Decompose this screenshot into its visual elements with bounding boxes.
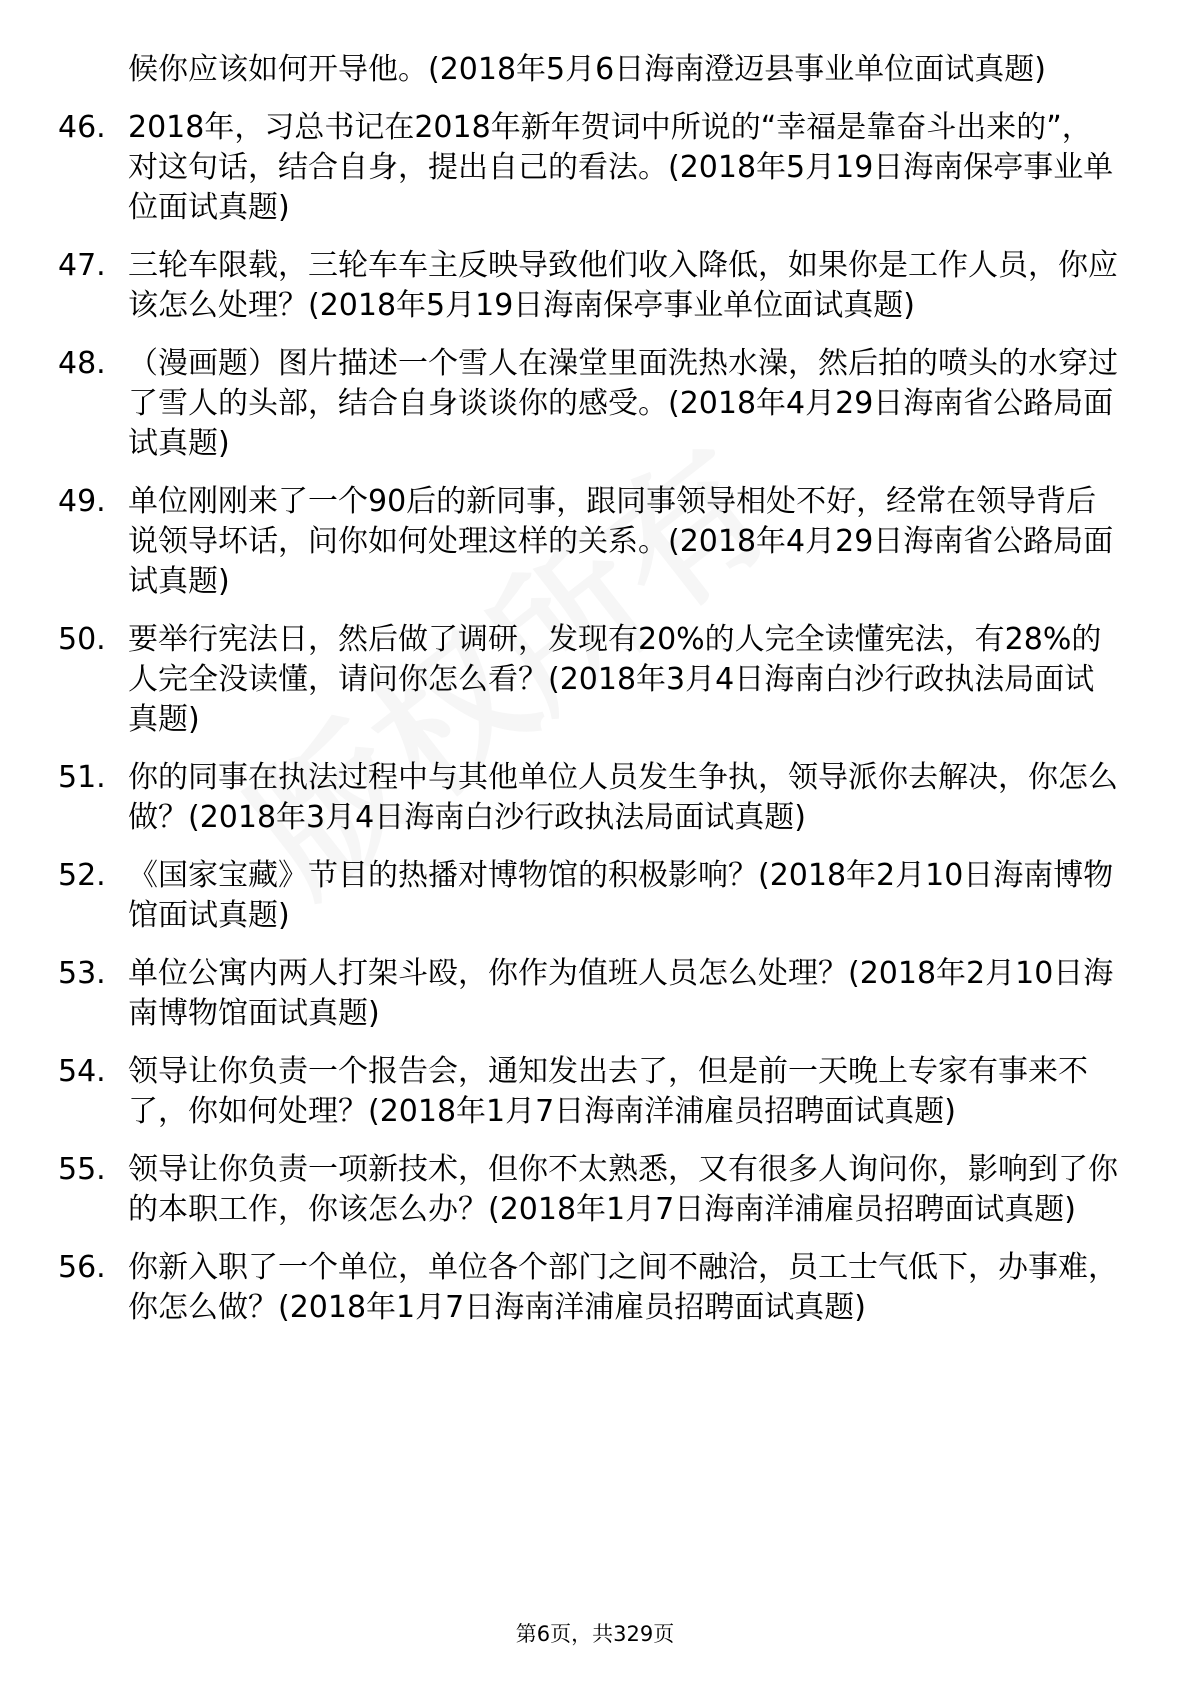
item-number: 51.	[58, 760, 106, 795]
item-number: 46.	[58, 110, 106, 145]
list-item	[0, 758, 1118, 838]
item-text: 2018年，习总书记在2018年新年贺词中所说的“幸福是靠奋斗出来的”，对这句话，结合自身，提出自己的看法。(2018年5月19日海南保亭事业单位面试真题)	[128, 110, 1114, 225]
item-text: 《国家宝藏》节目的热播对博物馆的积极影响？(2018年2月10日海南博物馆面试真题)	[128, 858, 1114, 933]
list-item	[0, 856, 1118, 936]
item-number: 47.	[58, 248, 106, 283]
item-text: 三轮车限载，三轮车车主反映导致他们收入降低，如果你是工作人员，你应该怎么处理？(2018年5月19日海南保亭事业单位面试真题)	[128, 248, 1118, 323]
item-text: 单位刚刚来了一个90后的新同事，跟同事领导相处不好，经常在领导背后说领导坏话，问你如何处理这样的关系。(2018年4月29日海南省公路局面试真题)	[128, 484, 1114, 599]
page-footer: 第6页，共329页	[515, 1622, 675, 1646]
item-number: 56.	[58, 1250, 106, 1285]
item-number: 48.	[58, 346, 106, 381]
list-item	[0, 108, 1118, 228]
item-text: 要举行宪法日，然后做了调研，发现有20%的人完全读懂宪法，有28%的人完全没读懂，请问你怎么看？(2018年3月4日海南白沙行政执法局面试真题)	[128, 622, 1102, 737]
item-text: 你新入职了一个单位，单位各个部门之间不融洽，员工士气低下，办事难，你怎么做？(2018年1月7日海南洋浦雇员招聘面试真题)	[128, 1250, 1118, 1325]
list-item	[0, 482, 1118, 602]
item-text: 领导让你负责一个报告会，通知发出去了，但是前一天晚上专家有事来不了，你如何处理？(2018年1月7日海南洋浦雇员招聘面试真题)	[128, 1054, 1088, 1129]
item-text: 你的同事在执法过程中与其他单位人员发生争执，领导派你去解决，你怎么做？(2018年3月4日海南白沙行政执法局面试真题)	[128, 760, 1118, 835]
item-text: （漫画题）图片描述一个雪人在澡堂里面洗热水澡，然后拍的喷头的水穿过了雪人的头部，结合自身谈谈你的感受。(2018年4月29日海南省公路局面试真题)	[128, 346, 1118, 461]
item-number: 49.	[58, 484, 106, 519]
item-number: 53.	[58, 956, 106, 991]
item-number: 50.	[58, 622, 106, 657]
item-number: 52.	[58, 858, 106, 893]
list-item	[0, 620, 1118, 740]
item-number: 55.	[58, 1152, 106, 1187]
item-text: 单位公寓内两人打架斗殴，你作为值班人员怎么处理？(2018年2月10日海南博物馆面试真题)	[128, 956, 1114, 1031]
list-item	[0, 954, 1118, 1034]
list-item	[0, 344, 1118, 464]
item-text: 候你应该如何开导他。(2018年5月6日海南澄迈县事业单位面试真题)	[128, 52, 1046, 87]
list-item	[0, 50, 1118, 90]
question-list	[0, 50, 1190, 1346]
list-item	[0, 1150, 1118, 1230]
item-number: 54.	[58, 1054, 106, 1089]
item-text: 领导让你负责一项新技术，但你不太熟悉，又有很多人询问你，影响到了你的本职工作，你该怎么办？(2018年1月7日海南洋浦雇员招聘面试真题)	[128, 1152, 1118, 1227]
list-item	[0, 246, 1118, 326]
list-item	[0, 1052, 1118, 1132]
list-item	[0, 1248, 1118, 1328]
